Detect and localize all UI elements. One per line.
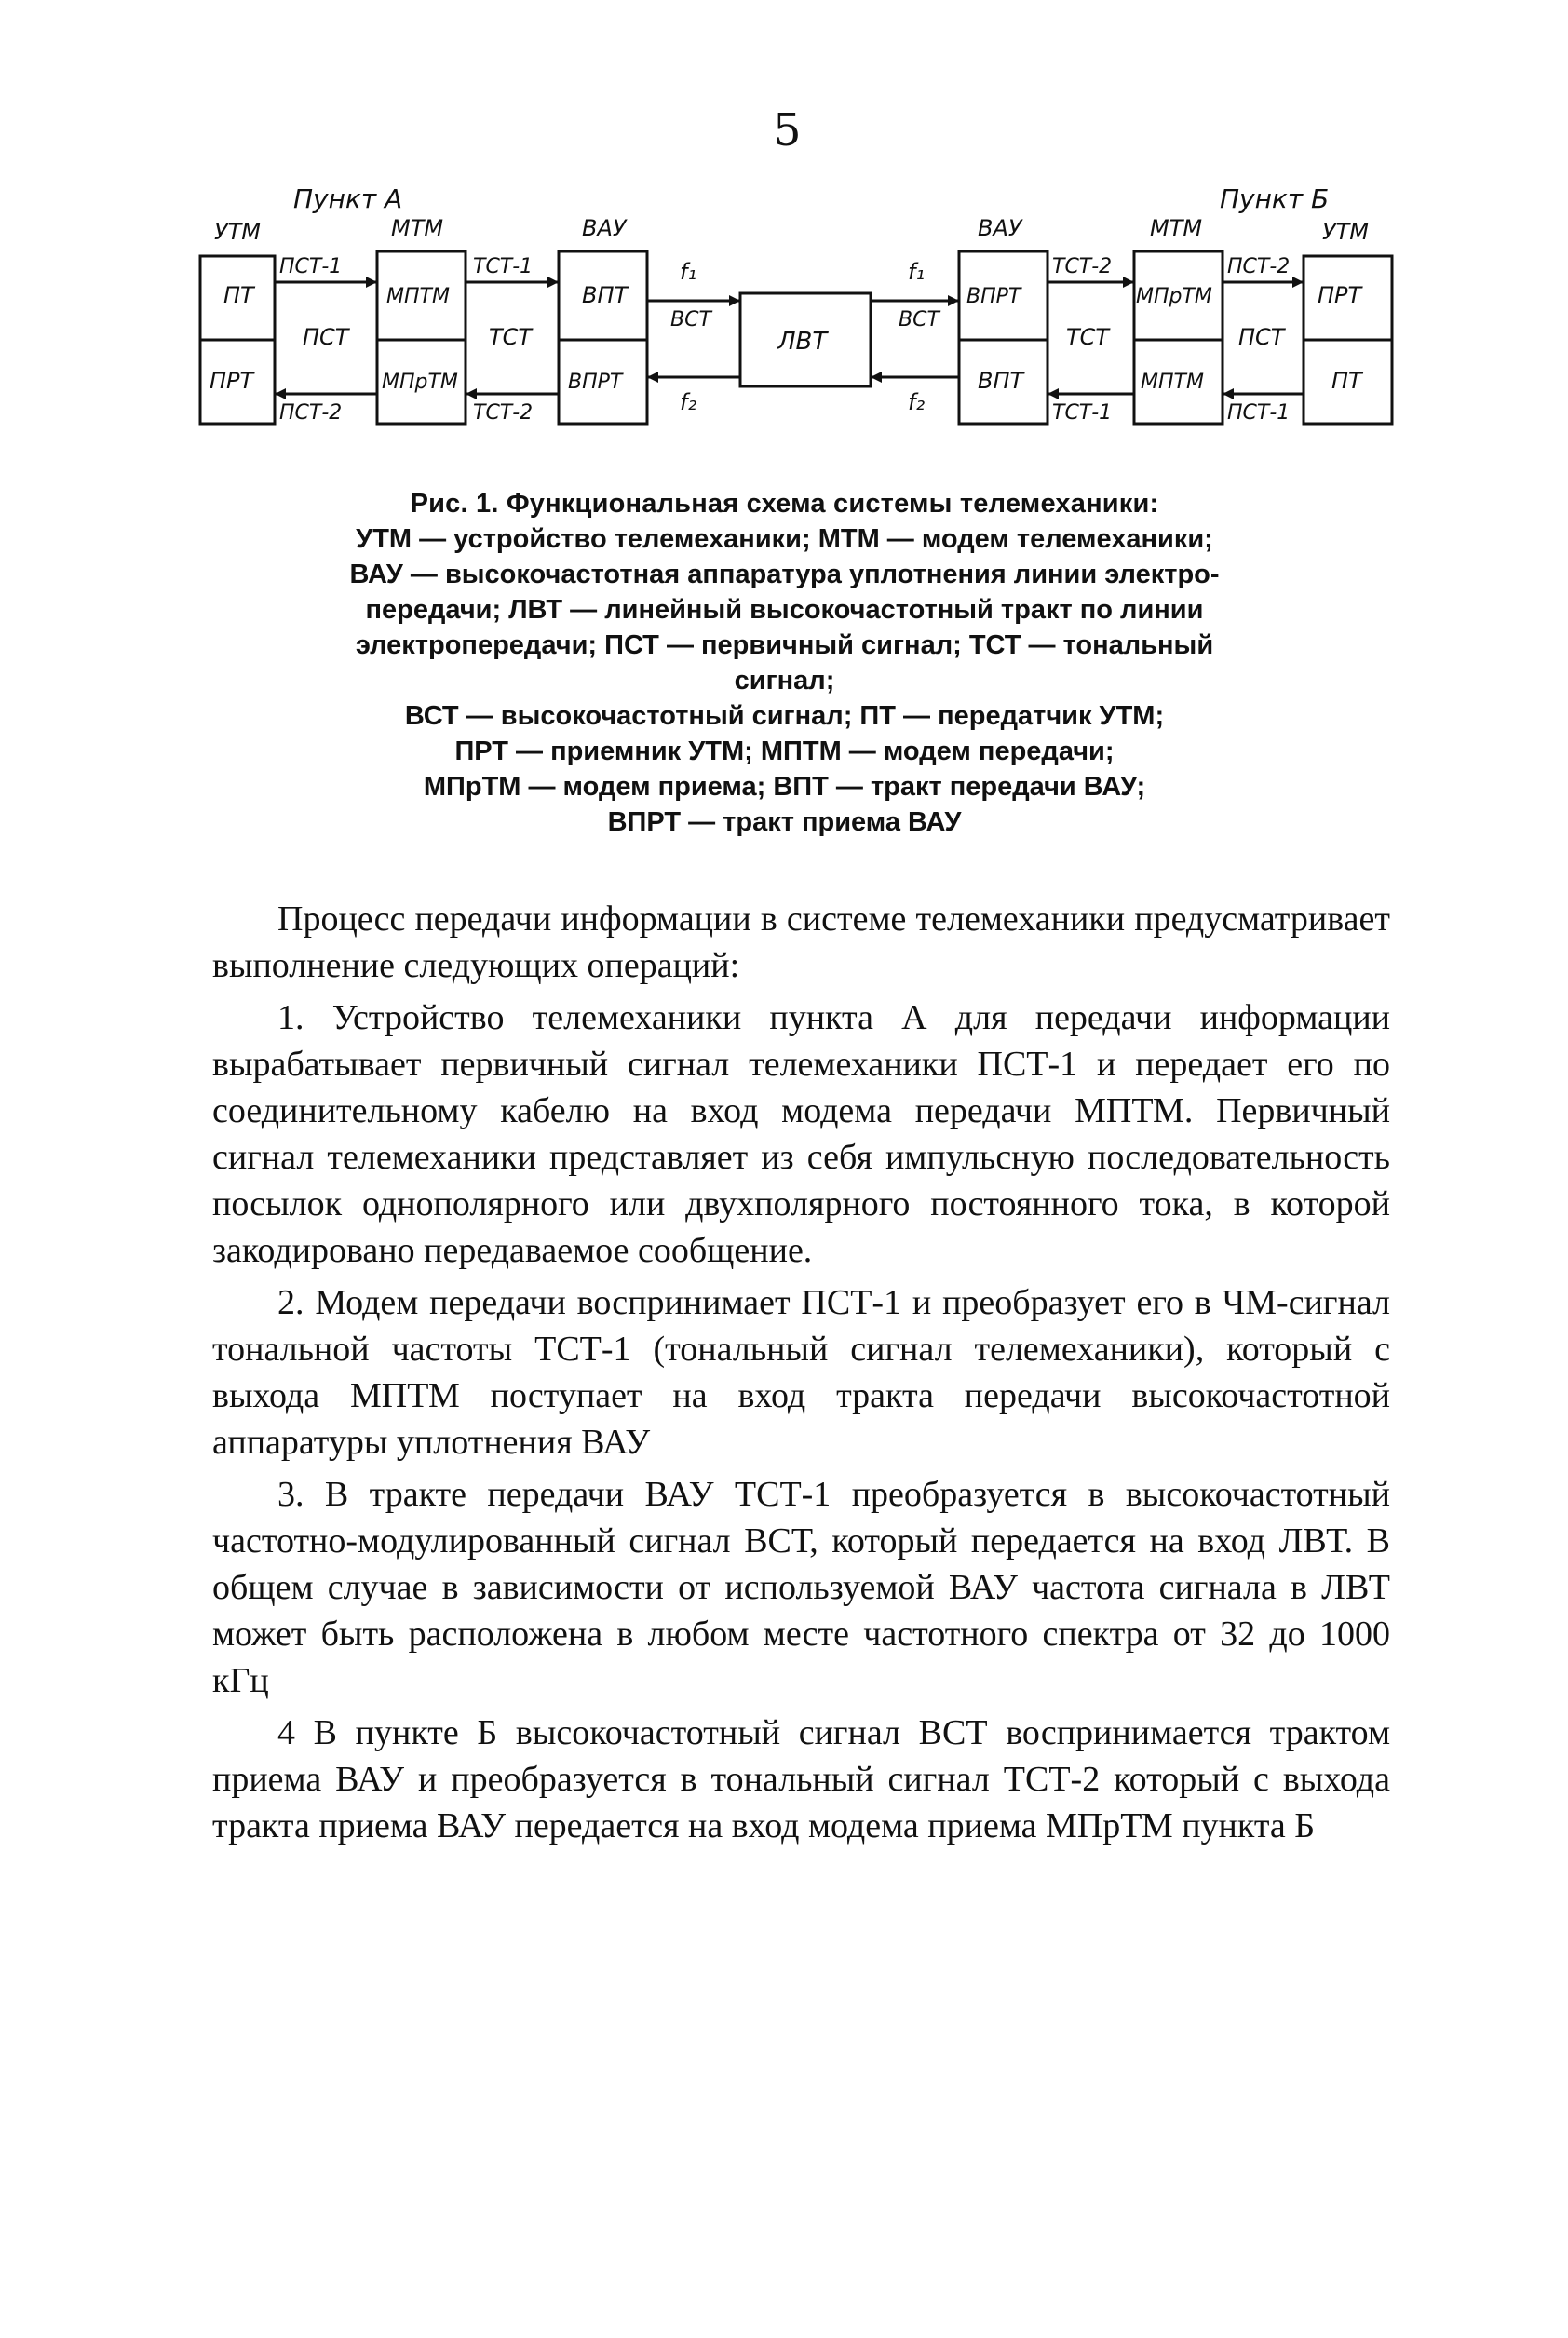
right-mtm-bottom: МПТМ [1141,371,1204,394]
right-link-pst2: ПСТ-2 [1227,255,1291,278]
caption-line: ВАУ — высокочастотная аппаратура уплотнения линии электро- [349,560,1220,589]
caption-line: сигнал; [734,666,835,696]
left-link-vst: ВСТ [670,308,711,331]
right-utm-top: ПРТ [1318,282,1362,308]
figure-caption [242,486,1327,840]
right-mtm-block [1134,251,1223,424]
right-utm-title: УТМ [1322,219,1369,245]
left-link-pst1: ПСТ-1 [279,255,343,278]
left-link-tst: ТСТ [489,324,533,350]
left-vau-title: ВАУ [582,215,627,241]
paragraph-step-4: 4 В пункте Б высокочастотный сигнал ВСТ воспринимается трактом приема ВАУ и преобразуется в тональный сигнал ТСТ-2 который с выхода тракта приема ВАУ передается на вход модема приема МПрТМ пункта Б [212,1713,1390,1845]
right-mtm-title: МТМ [1150,215,1203,241]
functional-diagram [186,182,1397,452]
lvt-label: ЛВТ [777,328,828,356]
paragraph-intro: Процесс передачи информации в системе телемеханики предусматривает выполнение следующих операций: [212,899,1390,985]
right-vau-bottom: ВПТ [978,368,1024,394]
right-link-tst2: ТСТ-2 [1052,255,1113,278]
point-a-label: Пункт А [293,183,403,214]
left-link-f1: f₁ [680,259,697,285]
caption-line: ПРТ — приемник УТМ; МПТМ — модем передачи; [454,737,1115,766]
left-link-tst1: ТСТ-1 [473,255,534,278]
left-link-pst: ПСТ [303,324,349,350]
left-link-pst2: ПСТ-2 [279,401,343,425]
left-mtm-title: МТМ [391,215,444,241]
left-mtm-bottom: МПрТМ [382,371,458,394]
page-number: 5 [773,104,802,156]
caption-line: УТМ — устройство телемеханики; МТМ — модем телемеханики; [356,524,1213,554]
left-utm-top: ПТ [223,282,254,308]
right-link-tst1: ТСТ-1 [1052,401,1113,425]
left-link-tst2: ТСТ-2 [473,401,534,425]
caption-line: электропередачи; ПСТ — первичный сигнал; ТСТ — тональный [355,630,1214,660]
right-link-vst: ВСТ [899,308,939,331]
paragraph-step-3: 3. В тракте передачи ВАУ ТСТ-1 преобразуется в высокочастотный частотно-модулированный сигнал ВСТ, который передается на вход ЛВТ. В общем случае в зависимости от используемой ВАУ частота сигнала в ЛВТ может быть расположена в любом месте частотного спектра от 32 до 1000 кГц [212,1475,1390,1700]
left-vau-bottom: ВПРТ [568,371,623,394]
left-vau-block [559,251,647,424]
paragraph-step-1: 1. Устройство телемеханики пункта А для передачи информации вырабатывает первичный сигнал телемеханики ПСТ-1 и передает его по соединительному кабелю на вход модема передачи МПТМ. Первичный сигнал телемеханики представляет из себя импульсную последовательность посылок однополярного или двухполярного постоянного тока, в которой закодировано передаваемое сообщение. [212,998,1390,1270]
body-text [212,896,1390,1855]
left-vau-top: ВПТ [582,282,629,308]
right-link-f1: f₁ [908,259,926,285]
caption-line: МПрТМ — модем приема; ВПТ — тракт передачи ВАУ; [423,772,1146,802]
paragraph-step-2: 2. Модем передачи воспринимает ПСТ-1 и преобразует его в ЧМ-сигнал тональной частоты ТСТ-1 (тональный сигнал телемеханики), который с выхода МПТМ поступает на вход тракта передачи высокочастотной аппаратуры уплотнения ВАУ [212,1283,1390,1462]
caption-line: ВСТ — высокочастотный сигнал; ПТ — передатчик УТМ; [404,701,1165,731]
right-vau-top: ВПРТ [966,285,1021,308]
right-vau-title: ВАУ [978,215,1022,241]
caption-line: ВПРТ — тракт приема ВАУ [607,807,962,837]
caption-title: Рис. 1. Функциональная схема системы телемеханики: [410,489,1159,519]
right-link-pst1: ПСТ-1 [1227,401,1291,425]
right-mtm-top: МПрТМ [1136,285,1212,308]
right-utm-bottom: ПТ [1331,368,1362,394]
left-mtm-top: МПТМ [386,285,450,308]
caption-line: передачи; ЛВТ — линейный высокочастотный тракт по линии [365,595,1204,625]
right-link-tst: ТСТ [1066,324,1110,350]
left-mtm-block [377,251,466,424]
left-utm-title: УТМ [214,219,261,245]
right-link-f2: f₂ [908,389,926,415]
point-b-label: Пункт Б [1220,183,1330,214]
right-vau-block [959,251,1048,424]
left-utm-bottom: ПРТ [210,368,254,394]
right-link-pst: ПСТ [1238,324,1285,350]
left-link-f2: f₂ [680,389,697,415]
